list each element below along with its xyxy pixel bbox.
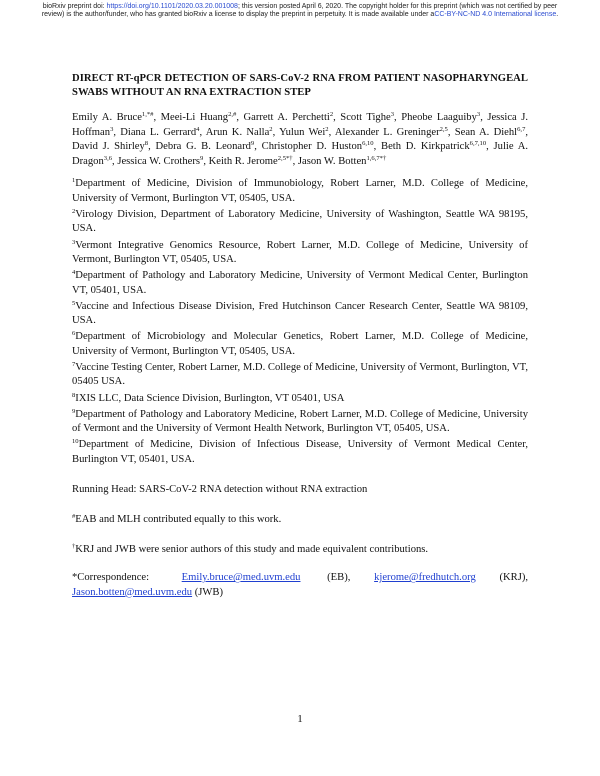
- author-affiliation-sup: 6,7,10: [469, 140, 487, 148]
- affiliation-number: 3: [72, 238, 76, 246]
- affiliation-number: 1: [72, 177, 76, 185]
- author-name: Pheobe Laaguiby: [401, 112, 477, 123]
- author-affiliation-sup: 2: [269, 125, 273, 133]
- affiliation-text: Vermont Integrative Genomics Resource, Robert Larner, M.D. College of Medicine, University of Vermont, Burlington VT, 05405, USA.: [72, 239, 528, 266]
- affiliation-number: 9: [72, 407, 76, 415]
- correspondence-tag-eb: (EB),: [327, 572, 351, 584]
- equal-contribution-text: EAB and MLH contributed equally to this work.: [75, 514, 282, 526]
- banner-middle: ; this version posted April 6, 2020. The copyright holder for this preprint (which was not certified by peer review) is the author/funder, who has granted bioRxiv a license to display the preprint in perpetuity. It is made available under a: [41, 3, 558, 19]
- email-link-botten[interactable]: Jason.botten@med.uvm.edu: [72, 586, 193, 598]
- affiliation: [72, 239, 528, 268]
- author-name: Christopher D. Huston: [261, 141, 363, 153]
- author-affiliation-sup: 6,7: [517, 125, 526, 133]
- author-name: Sean A. Diehl: [454, 126, 518, 138]
- author-affiliation-sup: 1,6,7*†: [366, 154, 387, 162]
- author: [161, 112, 237, 123]
- author-name: Jason W. Botten: [297, 155, 367, 167]
- affiliation: [72, 361, 528, 390]
- affiliation-text: Department of Pathology and Laboratory Medicine, Robert Larner, M.D. College of Medicine, University of Vermont and the University of Vermont Health Network, Burlington VT, 05405, USA.: [72, 408, 528, 435]
- author-affiliation-sup: 2,5*†: [277, 154, 293, 162]
- author-name: Jessica J. Hoffman: [72, 112, 529, 138]
- senior-author-text: KRJ and JWB were senior authors of this study and made equivalent contributions.: [75, 544, 429, 556]
- affiliation: [72, 392, 528, 407]
- affiliation-text: Virology Division, Department of Laboratory Medicine, University of Washington, Seattle WA 98195, USA.: [72, 208, 528, 235]
- affiliation-text: Vaccine Testing Center, Robert Larner, M.D. College of Medicine, University of Vermont, Burlington, VT, 05405 USA.: [72, 361, 528, 388]
- banner-prefix: bioRxiv preprint doi:: [42, 3, 107, 10]
- affiliation: [72, 269, 528, 298]
- author-affiliation-sup: 4: [196, 125, 200, 133]
- senior-author-note: [72, 543, 528, 557]
- affiliation-list: [72, 177, 528, 467]
- author-affiliation-sup: 3: [110, 125, 114, 133]
- author: [243, 112, 333, 123]
- author-name: Keith R. Jerome: [208, 155, 278, 167]
- author: [120, 127, 199, 138]
- affiliation: [72, 330, 528, 359]
- affiliation-text: Department of Medicine, Division of Infectious Disease, University of Vermont Medical Center, Burlington VT, 05401, USA.: [72, 439, 528, 465]
- paper-title: DIRECT RT-qPCR DETECTION OF SARS-CoV-2 RNA FROM PATIENT NASOPHARYNGEAL SWABS WITHOUT AN RNA EXTRACTION STEP: [72, 73, 528, 98]
- email-link-bruce[interactable]: Emily.bruce@med.uvm.edu: [181, 572, 301, 584]
- affiliation: [72, 177, 528, 206]
- affiliation: [72, 300, 528, 329]
- author-affiliation-sup: 3: [476, 111, 481, 118]
- affiliation-number: 6: [72, 330, 76, 338]
- author-name: Jessica W. Crothers: [117, 155, 201, 167]
- author: [206, 127, 273, 138]
- equal-contribution-note: [72, 513, 528, 527]
- doi-link[interactable]: https://doi.org/10.1101/2020.03.20.001008: [106, 3, 238, 10]
- correspondence-tag-jwb: (JWB): [194, 586, 223, 598]
- page-number: 1: [297, 713, 303, 725]
- senior-author-mark: †: [72, 543, 76, 551]
- author: [72, 112, 153, 123]
- author: [298, 156, 386, 167]
- author-affiliation-sup: 1,*#: [141, 111, 154, 118]
- affiliation: [72, 438, 528, 467]
- correspondence: [72, 571, 528, 600]
- affiliation-text: Department of Pathology and Laboratory Medicine, University of Vermont Medical Center, Burlington VT, 05401, USA.: [72, 270, 528, 296]
- affiliation-number: 4: [72, 269, 76, 277]
- author-name: Emily A. Bruce: [72, 112, 142, 123]
- author-name: Debra G. B. Leonard: [155, 141, 251, 153]
- affiliation-number: 7: [72, 360, 76, 368]
- author-affiliation-sup: 3,6: [103, 154, 113, 162]
- affiliation-text: Department of Medicine, Division of Immunobiology, Robert Larner, M.D. College of Medicine, University of Vermont, Burlington VT, 05405, USA.: [72, 178, 528, 204]
- author: [209, 156, 293, 167]
- author: [340, 112, 394, 123]
- author: [279, 127, 328, 138]
- author-affiliation-sup: 2,#: [228, 111, 237, 118]
- author-name: Meei-Li Huang: [160, 112, 229, 123]
- affiliation: [72, 408, 528, 437]
- affiliation-number: 5: [72, 299, 76, 307]
- preprint-banner: [40, 3, 560, 20]
- affiliation-text: Department of Microbiology and Molecular Genetics, Robert Larner, M.D. College of Medicine, University of Vermont, Burlington VT, 05405, USA.: [72, 331, 528, 357]
- banner-suffix: .: [556, 11, 559, 19]
- correspondence-label: *Correspondence:: [72, 572, 150, 584]
- license-link[interactable]: CC-BY-NC-ND 4.0 International license: [434, 11, 557, 19]
- author-affiliation-sup: 3: [390, 111, 395, 118]
- affiliation-text: Vaccine and Infectious Disease Division, Fred Hutchinson Cancer Research Center, Seattle WA 98109, USA.: [72, 300, 528, 327]
- author-name: Julie A. Dragon: [72, 141, 529, 167]
- author-list: Emily A. Bruce$^{1,*\#}$, Meei-Li Huang$^{2,\#}$, Garrett A. Perchetti$^2$, Scott Tighe$^3$, Pheobe Laaguiby$^3$, Jessica J. Hoffman$^3$, Diana L. Gerrard$^4$, Arun K. Nalla$^2$, Yulun Wei$^2$, Alexander L. Greninger$^{2,5}$, Sean A. Diehl$^{6,7}$, David J. Shirley$^8$, Debra G. B. Leonard$^9$, Christopher D. Huston$^{6,10}$, Beth D. Kirkpatrick$^{6,7,10}$, Julie A. Dragon$^{3,6}$, Jessica W. Crothers$^9$, Keith R. Jerome$^{2,5*\dagger}$, Jason W. Botten$^{1,6,7*\dagger}$: [72, 111, 529, 167]
- author-name: David J. Shirley: [72, 141, 145, 153]
- author: [401, 112, 480, 123]
- affiliation: [72, 208, 528, 237]
- author-name: Arun K. Nalla: [205, 126, 270, 138]
- author-name: Garrett A. Perchetti: [243, 112, 330, 123]
- author: [117, 156, 203, 167]
- author-name: Scott Tighe: [340, 112, 391, 123]
- author-name: Diana L. Gerrard: [120, 126, 197, 138]
- paper-body: [72, 72, 528, 600]
- author-name: Yulun Wei: [279, 126, 326, 138]
- author: [335, 127, 448, 138]
- email-link-jerome[interactable]: kjerome@fredhutch.org: [374, 572, 476, 584]
- author-affiliation-sup: 2: [325, 125, 329, 133]
- author-affiliation-sup: 9: [200, 154, 204, 162]
- author-affiliation-sup: 9: [250, 140, 255, 148]
- author-name: Alexander L. Greninger: [334, 126, 440, 138]
- affiliation-number: 8: [72, 391, 76, 399]
- correspondence-tag-krj: (KRJ),: [499, 572, 528, 584]
- author-name: Beth D. Kirkpatrick: [381, 141, 470, 153]
- author: [455, 127, 526, 138]
- affiliation-number: 2: [72, 207, 76, 215]
- equal-contribution-mark: #: [72, 513, 76, 521]
- affiliation-text: IXIS LLC, Data Science Division, Burlington, VT 05401, USA: [75, 392, 345, 404]
- affiliation-number: 10: [72, 438, 79, 446]
- author-affiliation-sup: 2,5: [439, 125, 448, 133]
- author-affiliation-sup: 8: [144, 140, 149, 148]
- author-affiliation-sup: 6,10: [362, 140, 374, 148]
- running-head: Running Head: SARS-CoV-2 RNA detection without RNA extraction: [72, 484, 368, 496]
- author: [72, 141, 148, 152]
- author: [381, 141, 486, 152]
- author: [262, 141, 374, 152]
- author-affiliation-sup: 2: [329, 111, 334, 118]
- author: [155, 141, 254, 152]
